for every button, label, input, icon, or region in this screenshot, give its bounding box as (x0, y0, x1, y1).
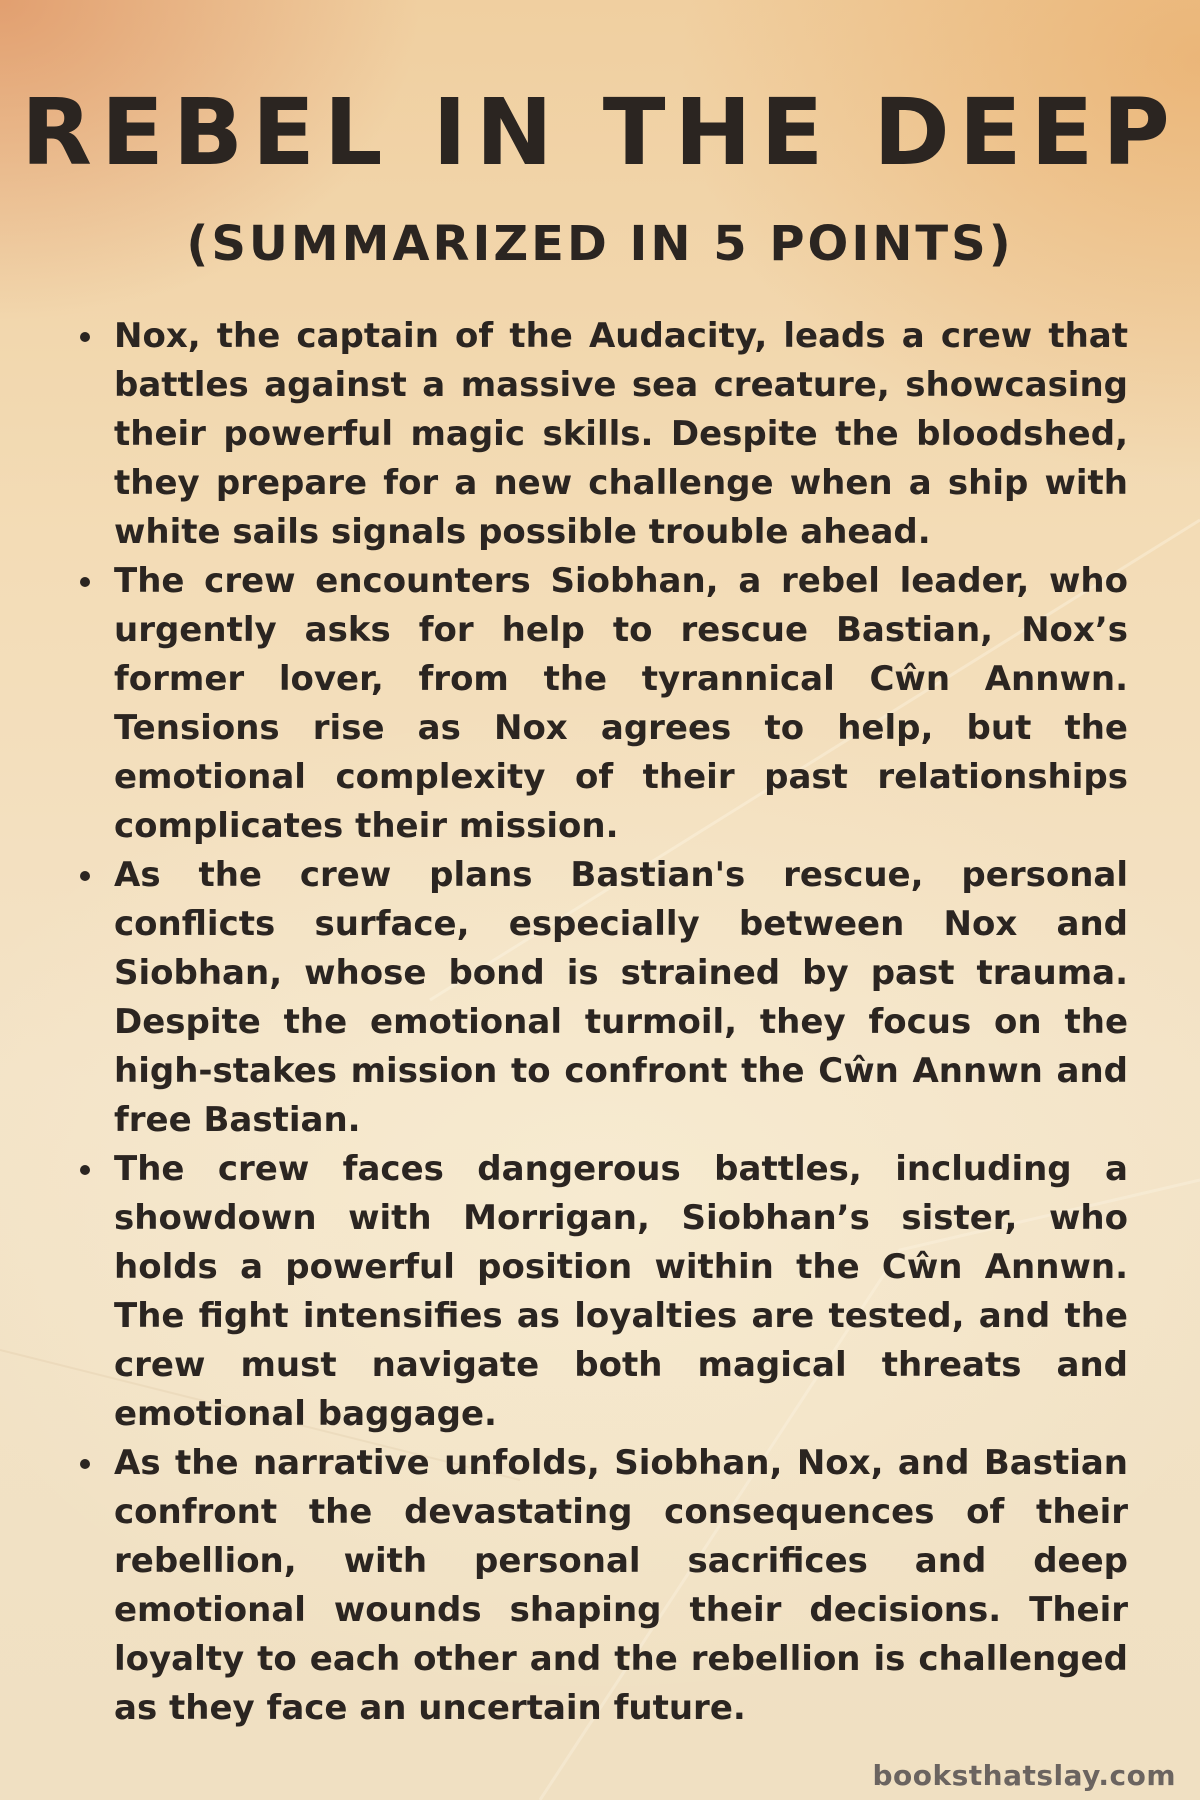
summary-point-1 (72, 312, 1128, 557)
summary-point-text: Nox, the captain of the Audacity, leads a crew that battles against a massive sea creature, showcasing their powerful magic skills. Despite the bloodshed, they prepare for a new challenge when a ship with white sails signals possible trouble ahead. (114, 316, 1128, 552)
bullet-icon (80, 332, 90, 342)
summary-point-5 (72, 1439, 1128, 1733)
summary-point-text: The crew faces dangerous battles, including a showdown with Morrigan, Siobhan’s sister, who holds a powerful position within the Cŵn Annwn. The fight intensifies as loyalties are tested, and the crew must navigate both magical threats and emotional baggage. (114, 1149, 1128, 1434)
summary-point-text: As the crew plans Bastian's rescue, personal conflicts surface, especially between Nox and Siobhan, whose bond is strained by past trauma. Despite the emotional turmoil, they focus on the high-stakes mission to confront the Cŵn Annwn and free Bastian. (114, 855, 1128, 1140)
summary-points-list (72, 312, 1128, 1733)
bullet-icon (80, 577, 90, 587)
bullet-icon (80, 871, 90, 881)
bullet-icon (80, 1165, 90, 1175)
bullet-icon (80, 1459, 90, 1469)
summary-point-3 (72, 851, 1128, 1145)
page-title: REBEL IN THE DEEP (21, 79, 1179, 186)
summary-point-text: The crew encounters Siobhan, a rebel leader, who urgently asks for help to rescue Bastian, Nox’s former lover, from the tyrannical Cŵn Annwn. Tensions rise as Nox agrees to help, but the emotional complexity of their past relationships complicates their mission. (114, 561, 1128, 846)
summary-point-2 (72, 557, 1128, 851)
summary-point-text: As the narrative unfolds, Siobhan, Nox, and Bastian confront the devastating consequences of their rebellion, with personal sacrifices and deep emotional wounds shaping their decisions. Their loyalty to each other and the rebellion is challenged as they face an uncertain future. (114, 1443, 1128, 1728)
source-url: booksthatslay.com (872, 1759, 1176, 1792)
summary-point-4 (72, 1145, 1128, 1439)
page-subtitle: (SUMMARIZED IN 5 POINTS) (186, 216, 1014, 272)
